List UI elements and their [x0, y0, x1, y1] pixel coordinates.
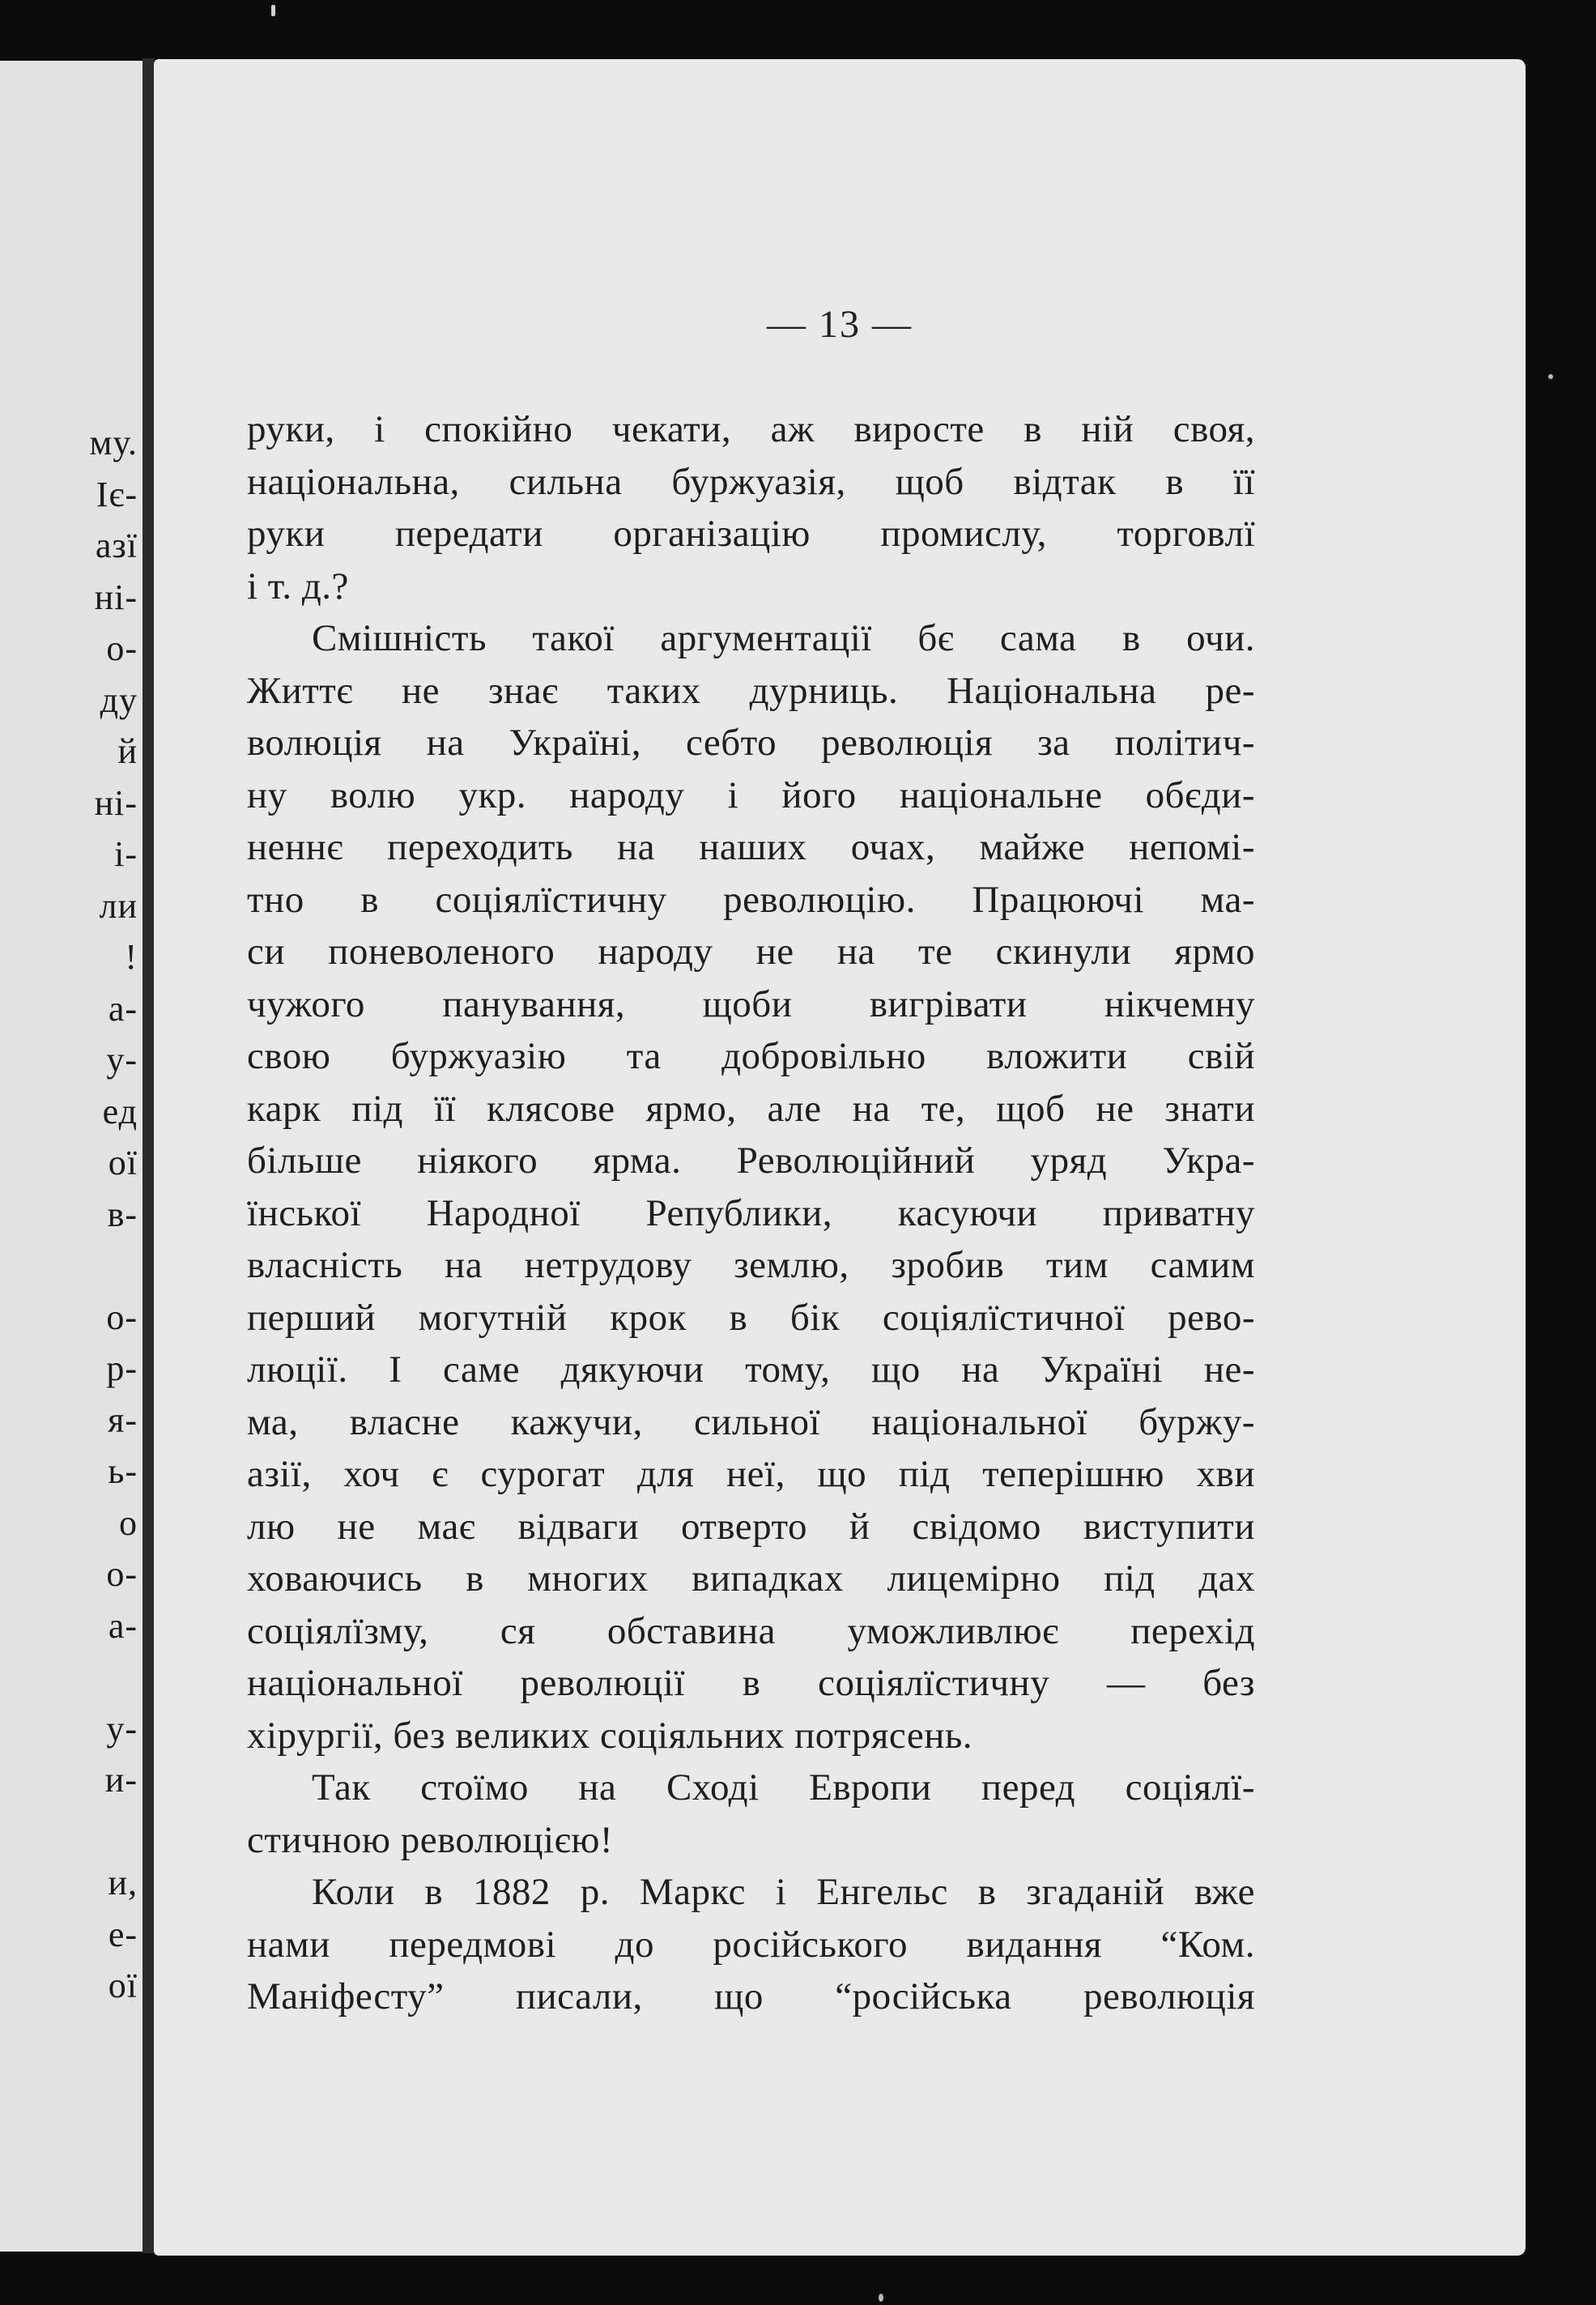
text-line: їнської Народної Републики, касуючи приватну — [247, 1191, 1255, 1234]
text-line: свою буржуазію та добровільно вложити свій — [247, 1035, 1255, 1077]
left-page-fragment: о- — [106, 628, 138, 668]
text-line: Смішність такої аргументації бє сама в очи. — [312, 617, 1255, 659]
left-page-fragment: ь- — [108, 1451, 138, 1491]
text-line: азії, хоч є сурогат для неї, що під теперішню хви — [247, 1453, 1255, 1495]
main-page — [154, 59, 1526, 2256]
text-line: хірургії, без великих соціяльних потрясень. — [247, 1714, 973, 1757]
left-page-fragment: и- — [104, 1760, 138, 1800]
text-line: волюція на Україні, себто революція за політич- — [247, 722, 1255, 764]
text-line: руки передати організацію промислу, торговлї — [247, 513, 1255, 555]
text-line: руки, і спокійно чекати, аж виросте в ній своя, — [247, 408, 1255, 450]
left-page — [0, 61, 143, 2252]
left-page-fragment: я- — [108, 1400, 138, 1440]
left-page-fragment: му. — [89, 423, 138, 462]
text-line: Маніфесту” писали, що “російська революція — [247, 1975, 1255, 2017]
text-line: перший могутній крок в бік соціялїстичної рево- — [247, 1296, 1255, 1339]
text-line: лю не має відваги отверто й свідомо виступити — [247, 1505, 1255, 1548]
text-line: національної революції в соціялїстичну — без — [247, 1662, 1255, 1704]
left-page-fragment: й — [117, 731, 138, 771]
left-page-fragment: ні- — [94, 782, 138, 823]
text-line: стичною революцією! — [247, 1818, 614, 1861]
left-page-fragment: у- — [106, 1708, 138, 1749]
text-line: тно в соціялїстичну революцію. Працюючі ма- — [247, 878, 1255, 921]
dust-speck — [1548, 374, 1553, 379]
left-page-fragment: е- — [108, 1914, 138, 1954]
text-line: і т. д.? — [247, 565, 349, 607]
left-page-fragment: ої — [108, 1143, 138, 1182]
text-line: карк під її клясове ярмо, але на те, щоб не знати — [247, 1087, 1255, 1130]
left-page-fragment: о- — [106, 1554, 138, 1594]
text-line: Життє не знає таких дурниць. Національна ре- — [247, 669, 1255, 712]
left-page-fragment: ед — [102, 1091, 138, 1131]
left-page-fragment: ли — [99, 885, 138, 926]
text-line: власність на нетрудову землю, зробив тим самим — [247, 1244, 1255, 1286]
text-line: нами передмові до російського видання “Ком. — [247, 1923, 1255, 1966]
left-page-fragment — [8, 1806, 138, 1858]
left-page-fragment: і- — [114, 834, 138, 874]
left-page-fragment: о — [119, 1502, 138, 1543]
left-page-fragment: о- — [106, 1297, 138, 1337]
dust-speck — [879, 2294, 883, 2302]
left-page-fragment: а- — [108, 988, 138, 1029]
left-page-fragment: ! — [125, 937, 138, 977]
text-line: Коли в 1882 р. Маркс і Енгельс в згаданій вже — [312, 1871, 1255, 1913]
text-line: неннє переходить на наших очах, майже непомі- — [247, 826, 1255, 868]
page-number: — 13 — — [767, 303, 913, 346]
left-page-fragment — [8, 1651, 138, 1703]
text-line: си поневоленого народу не на те скинули ярмо — [247, 931, 1255, 973]
left-page-fragment: в- — [107, 1194, 138, 1234]
left-page-text-fragments — [8, 417, 138, 2012]
left-page-fragment: Іє- — [96, 474, 138, 514]
text-line: чужого панування, щоби вигрівати нікчемну — [247, 982, 1255, 1025]
text-line: люції. І саме дякуючи тому, що на Україні не- — [247, 1348, 1255, 1391]
body-text — [247, 403, 1255, 2023]
left-page-fragment: ої — [108, 1966, 138, 2005]
text-line: соціялїзму, ся обставина уможливлює перехід — [247, 1609, 1255, 1652]
dust-speck — [271, 5, 275, 16]
text-line: Так стоїмо на Сході Европи перед соціялї- — [312, 1766, 1255, 1809]
left-page-fragment: ду — [100, 680, 138, 720]
left-page-fragment: у- — [106, 1040, 138, 1080]
left-page-fragment — [8, 1240, 138, 1292]
book-spine — [143, 58, 154, 2253]
left-page-fragment: и, — [108, 1863, 138, 1902]
text-line: ховаючись в многих випадках лицемірно під дах — [247, 1557, 1255, 1600]
left-page-fragment: а- — [108, 1605, 138, 1646]
left-page-fragment: ні- — [94, 577, 138, 617]
text-line: національна, сильна буржуазія, щоб відтак в її — [247, 460, 1255, 503]
left-page-fragment: азї — [95, 526, 138, 565]
text-line: ма, власне кажучи, сильної національної буржу- — [247, 1400, 1255, 1443]
text-line: більше ніякого ярма. Революційний уряд Укра- — [247, 1140, 1255, 1182]
left-page-fragment: р- — [106, 1348, 138, 1388]
text-line: ну волю укр. народу і його національне обєди- — [247, 773, 1255, 816]
